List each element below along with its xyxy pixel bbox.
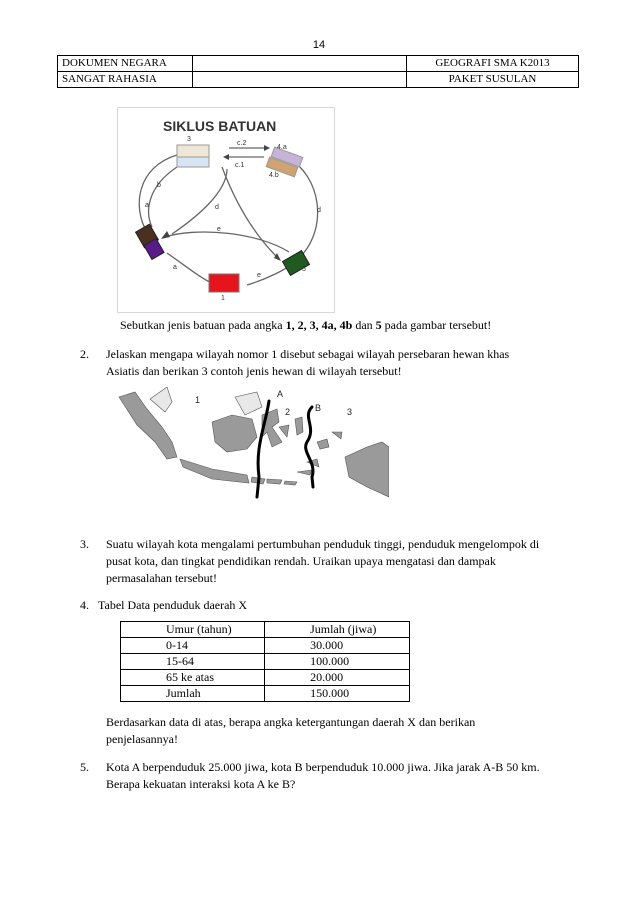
- map-label-A: A: [277, 389, 284, 399]
- header-package: PAKET SUSULAN: [407, 72, 579, 88]
- map-label-3: 3: [347, 407, 353, 417]
- label-d: d: [317, 207, 321, 214]
- q4-title: Tabel Data penduduk daerah X: [98, 598, 248, 612]
- indonesia-map-figure: [117, 387, 389, 518]
- map-label-2: 2: [285, 407, 291, 417]
- label-b: b: [157, 182, 161, 189]
- table-cell: Jumlah: [121, 686, 265, 702]
- label-c2: c.2: [237, 140, 247, 147]
- q1-instruction: Sebutkan jenis batuan pada angka 1, 2, 3, 4a, 4b dan 5 pada gambar tersebut!: [120, 318, 492, 332]
- label-5: 5: [302, 266, 306, 273]
- header-subject: GEOGRAFI SMA K2013: [407, 56, 579, 72]
- table-header-count: Jumlah (jiwa): [265, 622, 410, 638]
- header-secrecy: SANGAT RAHASIA: [58, 72, 193, 88]
- label-4a: 4.a: [277, 144, 287, 151]
- label-3: 3: [187, 136, 191, 143]
- label-d2: d: [215, 204, 219, 211]
- q5-line1: Kota A berpenduduk 25.000 jiwa, kota B berpenduduk 10.000 jiwa. Jika jarak A-B 50 km.: [106, 760, 540, 774]
- table-row: [121, 670, 410, 686]
- q3-line2: pusat kota, dan tingkat pendidikan rendah. Uraikan upaya mengatasi dan dampak: [106, 554, 496, 568]
- table-cell: 30.000: [265, 638, 410, 654]
- table-cell: 20.000: [265, 670, 410, 686]
- table-header-row: [121, 622, 410, 638]
- q4-line2: penjelasannya!: [106, 732, 178, 746]
- table-cell: 150.000: [265, 686, 410, 702]
- table-row: [121, 686, 410, 702]
- q2-number: 2.: [80, 347, 89, 361]
- q4-number: 4.: [80, 598, 89, 612]
- table-cell: 15-64: [121, 654, 265, 670]
- q5-number: 5.: [80, 760, 89, 774]
- population-table: [120, 621, 410, 702]
- table-header-age: Umur (tahun): [121, 622, 265, 638]
- table-cell: 65 ke atas: [121, 670, 265, 686]
- label-e2: e: [217, 226, 221, 233]
- label-4b: 4.b: [269, 172, 279, 179]
- header-blank-2: [193, 72, 407, 88]
- rock-cycle-figure: [117, 107, 335, 313]
- map-label-1: 1: [195, 395, 201, 405]
- label-e: e: [257, 272, 261, 279]
- label-a2: a: [173, 264, 177, 271]
- label-a: a: [145, 202, 149, 209]
- table-cell: 0-14: [121, 638, 265, 654]
- map-label-B: B: [315, 403, 322, 413]
- table-row: [121, 654, 410, 670]
- table-row: [121, 638, 410, 654]
- q2-line1: Jelaskan mengapa wilayah nomor 1 disebut sebagai wilayah persebaran hewan khas: [106, 347, 510, 361]
- page-number: 14: [312, 39, 326, 51]
- q5-line2: Berapa kekuatan interaksi kota A ke B?: [106, 777, 296, 791]
- q4-line1: Berdasarkan data di atas, berapa angka ketergantungan daerah X dan berikan: [106, 715, 476, 729]
- header-blank: [193, 56, 407, 72]
- q2-line2: Asiatis dan berikan 3 contoh jenis hewan di wilayah tersebut!: [106, 364, 402, 378]
- q3-line1: Suatu wilayah kota mengalami pertumbuhan penduduk tinggi, penduduk mengelompok di: [106, 537, 540, 551]
- label-1: 1: [221, 295, 225, 302]
- document-header: [57, 55, 579, 88]
- q3-line3: permasalahan tersebut!: [106, 571, 217, 585]
- q3-number: 3.: [80, 537, 89, 551]
- header-classification: DOKUMEN NEGARA: [58, 56, 193, 72]
- rock-cycle-title: SIKLUS BATUAN: [163, 118, 277, 134]
- table-cell: 100.000: [265, 654, 410, 670]
- label-c1: c.1: [235, 162, 245, 169]
